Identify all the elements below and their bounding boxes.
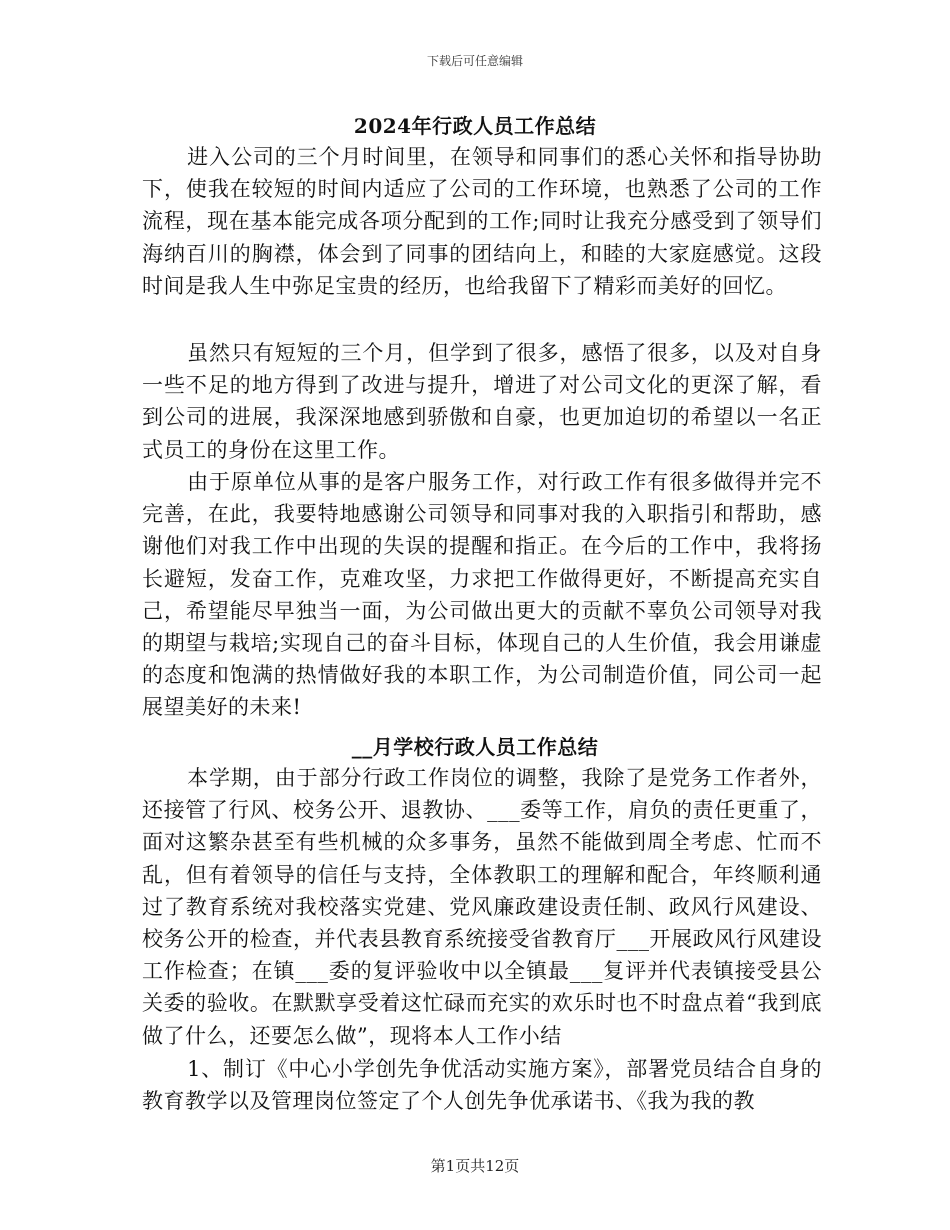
- header-note: 下载后可任意编辑: [426, 54, 523, 68]
- paragraph: 由于原单位从事的是客户服务工作，对行政工作有很多做得并完不完善，在此，我要特地感谢公司领导和同事对我的入职指引和帮助，感谢他们对我工作中出现的失误的提醒和指正。在今后的工作中，我将扬长避短，发奋工作，克难攻坚，力求把工作做得更好，不断提高充实自己，希望能尽早独当一面，为公司做出更大的贡献不辜负公司领导对我的期望与栽培;实现自己的奋斗目标，体现自己的人生价值，我会用谦虚的态度和饱满的热情做好我的本职工作，为公司制造价值，同公司一起展望美好的未来!: [142, 470, 822, 720]
- paragraph: 虽然只有短短的三个月，但学到了很多，感悟了很多，以及对自身一些不足的地方得到了改进与提升，增进了对公司文化的更深了解，看到公司的进展，我深深地感到骄傲和自豪，也更加迫切的希望以一名正式员工的身份在这里工作。: [142, 341, 822, 462]
- paragraph: 进入公司的三个月时间里，在领导和同事们的悉心关怀和指导协助下，使我在较短的时间内适应了公司的工作环境，也熟悉了公司的工作流程，现在基本能完成各项分配到的工作;同时让我充分感受到了领导们海纳百川的胸襟，体会到了同事的团结向上，和睦的大家庭感觉。这段时间是我人生中弥足宝贵的经历，也给我留下了精彩而美好的回忆。: [142, 145, 822, 298]
- page-indicator: 第1页共12页: [430, 1157, 520, 1175]
- paragraph: 1、制订《中心小学创先争优活动实施方案》，部署党员结合自身的教育教学以及管理岗位签定了个人创先争优承诺书、《我为我的教: [142, 1057, 822, 1114]
- document-title: 2024年行政人员工作总结: [353, 114, 597, 138]
- section-title: __月学校行政人员工作总结: [351, 735, 599, 759]
- paragraph: 本学期，由于部分行政工作岗位的调整，我除了是党务工作者外，还接管了行风、校务公开、退教协、___委等工作，肩负的责任更重了，面对这繁杂甚至有些机械的众多事务，虽然不能做到周全考虑、忙而不乱，但有着领导的信任与支持，全体教职工的理解和配合，年终顺利通过了教育系统对我校落实党建、党风廉政建设责任制、政风行风建设、校务公开的检查，并代表县教育系统接受省教育厅___开展政风行风建设工作检查；在镇___委的复评验收中以全镇最___复评并代表镇接受县公关委的验收。在默默享受着这忙碌而充实的欢乐时也不时盘点着“我到底做了什么，还要怎么做”，现将本人工作小结: [142, 766, 822, 1048]
